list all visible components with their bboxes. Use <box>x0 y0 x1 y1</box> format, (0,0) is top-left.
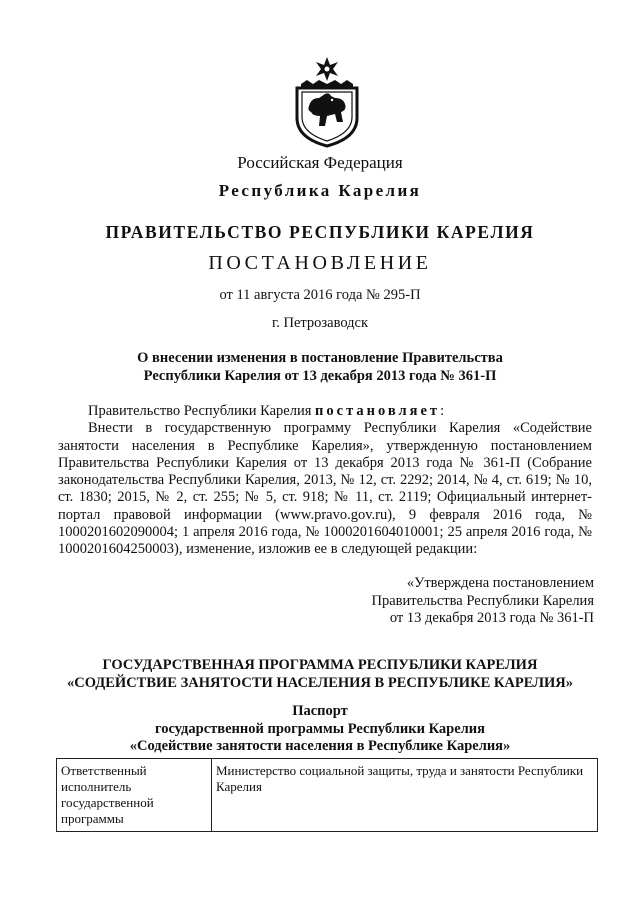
government-name: ПРАВИТЕЛЬСТВО РЕСПУБЛИКИ КАРЕЛИЯ <box>105 222 535 242</box>
approval-line-1: «Утверждена постановлением <box>406 575 594 591</box>
republic-name: Республика Карелия <box>218 181 422 200</box>
table-cell-label: Ответственный исполнитель государственной программы <box>57 759 212 832</box>
program-title-line-1: ГОСУДАРСТВЕННАЯ ПРОГРАММА РЕСПУБЛИКИ КАРЕЛИЯ <box>102 657 538 673</box>
table-row <box>57 759 598 832</box>
decree-subject <box>0 349 640 385</box>
program-title <box>0 656 640 692</box>
approval-line-3: от 13 декабря 2013 года № 361-П <box>389 610 594 626</box>
paragraph-lead-text: Правительство Республики Карелия <box>88 403 316 419</box>
decree-paragraph-1 <box>58 403 592 420</box>
decree-paragraph-2: Внести в государственную программу Республики Карелия «Содействие занятости населения в Республике Карелия», утвержденную постановлением Правительства Республики Карелия от 13 декабря 2013 года № 361-П (Собрание законодательства Республики Карелия, 2013, № 12, ст. 2292; 2014, № 4, ст. 619; № 10, ст. 1830; 2015, № 2, ст. 255; № 5, ст. 918; № 11, ст. 2119; Официальный интернет-портал правовой информации (www.pravo.gov.ru), 9 февраля 2016 года, № 1000201602090004; 1 апреля 2016 года, № 1000201604010001; 25 апреля 2016 года, № 1000201604250003), изменение, изложив ее в следующей редакции: <box>58 420 592 558</box>
city-name: г. Петрозаводск <box>271 315 369 331</box>
decree-verb: постановляет <box>315 403 441 419</box>
passport-title: Паспорт <box>292 703 348 719</box>
colon-text: : <box>440 403 445 419</box>
document-type: ПОСТАНОВЛЕНИЕ <box>208 252 432 274</box>
decree-date-number: от 11 августа 2016 года № 295-П <box>219 287 421 303</box>
country-name: Российская Федерация <box>237 153 403 172</box>
subject-line-1: О внесении изменения в постановление Правительства <box>137 350 503 366</box>
coat-of-arms-of-karelia-icon <box>289 56 365 148</box>
subject-line-2: Республики Карелия от 13 декабря 2013 года № 361-П <box>143 368 497 384</box>
passport-line-2: государственной программы Республики Карелия <box>155 720 485 737</box>
passport-table <box>56 758 598 832</box>
decree-body <box>58 403 592 559</box>
approval-stamp-text <box>371 575 594 628</box>
table-cell-value: Министерство социальной защиты, труда и занятости Республики Карелия <box>212 759 598 832</box>
passport-line-3: «Содействие занятости населения в Республике Карелия» <box>129 738 511 754</box>
approval-line-2: Правительства Республики Карелия <box>371 592 594 609</box>
program-title-line-2: «СОДЕЙСТВИЕ ЗАНЯТОСТИ НАСЕЛЕНИЯ В РЕСПУБЛИКЕ КАРЕЛИЯ» <box>66 675 574 691</box>
passport-heading <box>0 703 640 756</box>
